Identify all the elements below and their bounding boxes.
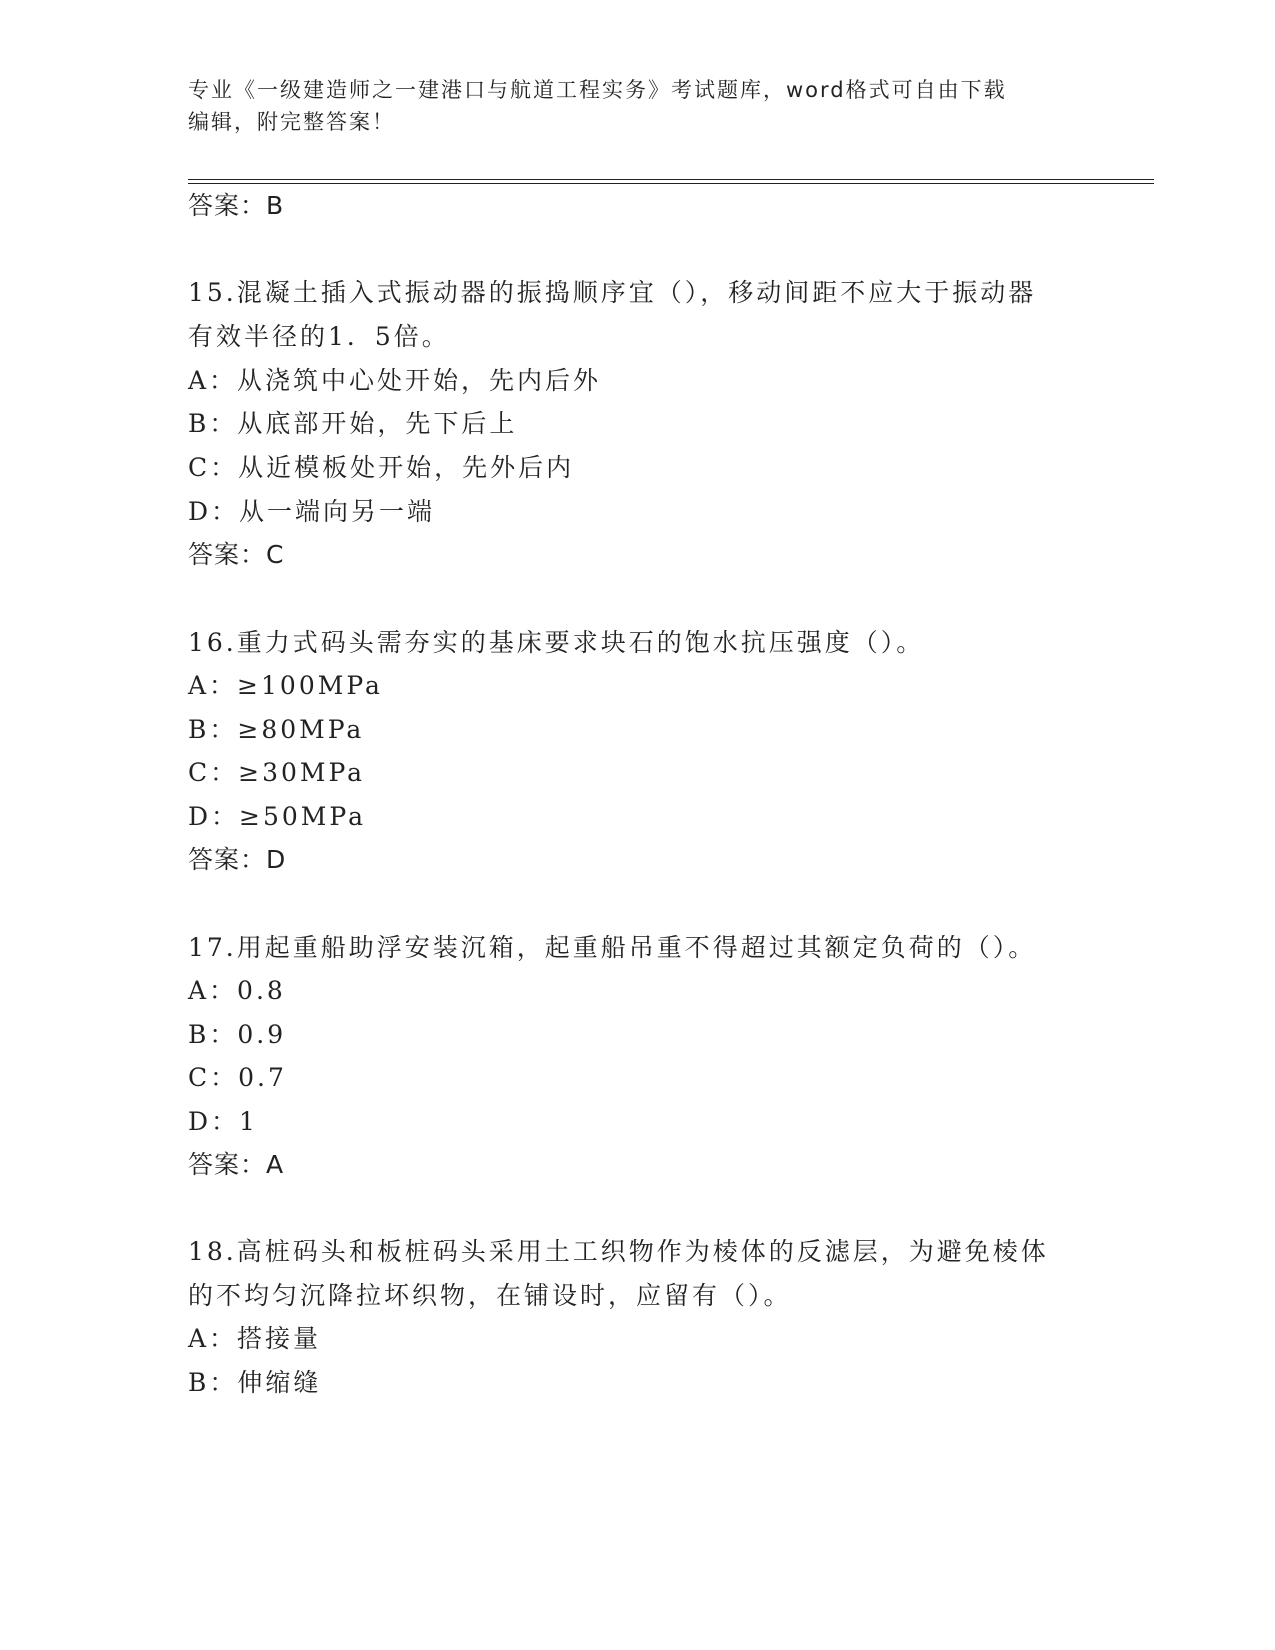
q16-option-c: C：≥30MPa [188,758,366,787]
q16-answer: 答案：D [188,845,287,874]
q18-option-a: A：搭接量 [188,1324,322,1353]
header-line-2: 编辑，附完整答案！ [188,110,395,134]
header-divider-bottom [188,183,1154,184]
q15-option-d: D：从一端向另一端 [188,497,436,526]
q17-option-a: A：0.8 [188,976,286,1005]
q18-stem-line-1: 18.高桩码头和板桩码头采用土工织物作为棱体的反滤层，为避免棱体 [188,1237,1049,1266]
q16-stem-line-1: 16.重力式码头需夯实的基床要求块石的饱水抗压强度（）。 [188,628,925,657]
q16-option-b: B：≥80MPa [188,715,365,744]
q18-stem-line-2: 的不均匀沉降拉坏织物，在铺设时，应留有（）。 [188,1281,792,1310]
answer-14: 答案：B [188,191,285,220]
header-line-1: 专业《一级建造师之一建港口与航道工程实务》考试题库，word格式可自由下载 [188,78,1007,102]
document-header [188,74,1088,138]
q15-stem-line-1: 15.混凝土插入式振动器的振捣顺序宜（），移动间距不应大于振动器 [188,278,1037,307]
q15-option-a: A：从浇筑中心处开始，先内后外 [188,366,602,395]
q17-stem-line-1: 17.用起重船助浮安装沉箱，起重船吊重不得超过其额定负荷的（）。 [188,933,1037,962]
q16-option-a: A：≥100MPa [188,671,383,700]
q15-answer: 答案：C [188,540,285,569]
q15-option-b: B：从底部开始，先下后上 [188,409,518,438]
q17-answer: 答案：A [188,1150,285,1179]
q18-option-b: B：伸缩缝 [188,1368,322,1397]
header-divider-top [188,179,1154,180]
q16-option-d: D：≥50MPa [188,802,367,831]
q17-option-c: C：0.7 [188,1063,287,1092]
q17-option-d: D：1 [188,1107,258,1136]
q15-option-c: C：从近模板处开始，先外后内 [188,453,575,482]
q15-stem-line-2: 有效半径的1．5倍。 [188,322,450,351]
q17-option-b: B：0.9 [188,1020,287,1049]
